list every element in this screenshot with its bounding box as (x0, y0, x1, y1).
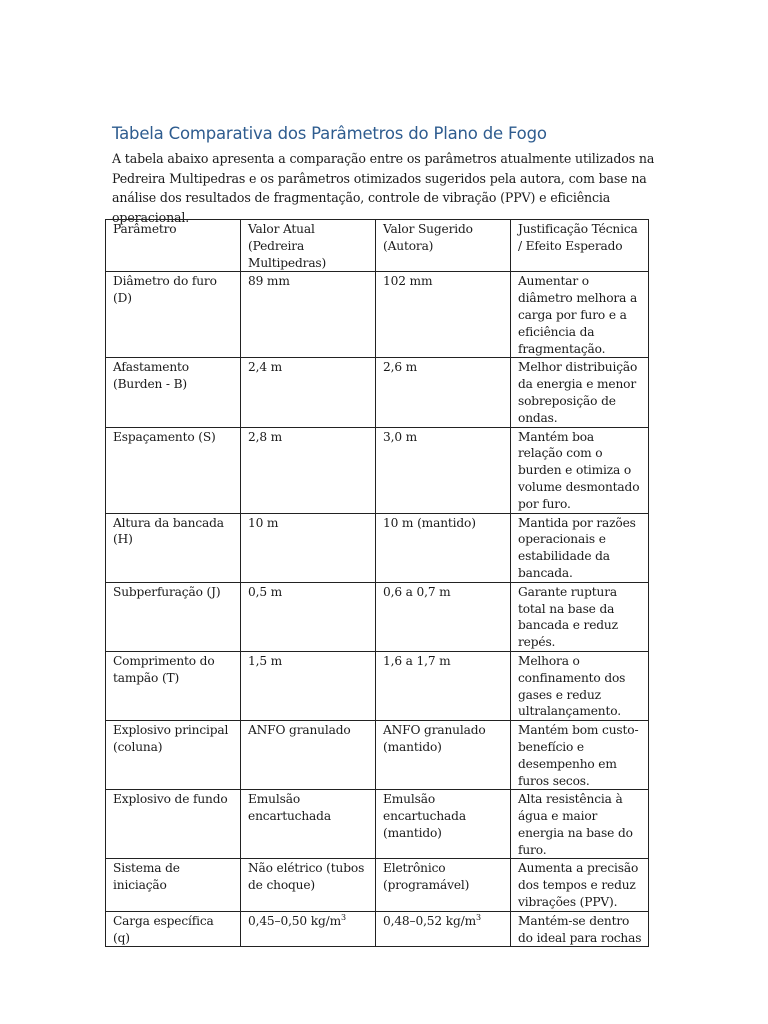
cell-parameter: Carga específica (q) (106, 911, 241, 947)
table-row (106, 582, 649, 651)
cell-suggested-value: Eletrônico (programável) (376, 859, 511, 911)
table-row (106, 790, 649, 859)
cell-suggested-value: 3,0 m (376, 427, 511, 513)
table-row (106, 272, 649, 358)
table-row (106, 651, 649, 720)
cell-current-value: 2,8 m (241, 427, 376, 513)
cell-justification: Garante ruptura total na base da bancada e reduz repés. (511, 582, 649, 651)
header-cell-parameter: Parâmetro (106, 220, 241, 272)
header-cell-justification: Justificação Técnica / Efeito Esperado (511, 220, 649, 272)
cell-current-value: Não elétrico (tubos de choque) (241, 859, 376, 911)
section-title: Tabela Comparativa dos Parâmetros do Plano de Fogo (112, 124, 547, 143)
cell-parameter: Espaçamento (S) (106, 427, 241, 513)
cell-parameter: Subperfuração (J) (106, 582, 241, 651)
cell-current-value: 89 mm (241, 272, 376, 358)
cell-justification: Aumenta a precisão dos tempos e reduz vibrações (PPV). (511, 859, 649, 911)
cell-current-value: 0,45–0,50 $kg/m^3$ (241, 911, 376, 947)
cell-justification: Melhora o confinamento dos gases e reduz ultralançamento. (511, 651, 649, 720)
table-header-row (106, 220, 649, 272)
cell-suggested-value: Emulsão encartuchada (mantido) (376, 790, 511, 859)
cell-current-value: Emulsão encartuchada (241, 790, 376, 859)
cell-current-value: 0,5 m (241, 582, 376, 651)
cell-current-value: 2,4 m (241, 358, 376, 427)
cell-current-value: ANFO granulado (241, 721, 376, 790)
header-cell-suggested-value: Valor Sugerido (Autora) (376, 220, 511, 272)
intro-paragraph: A tabela abaixo apresenta a comparação entre os parâmetros atualmente utilizados na Pedreira Multipedras e os parâmetros otimizados sugeridos pela autora, com base na análise dos resultados de fragmentação, controle de vibração (PPV) e eficiência operacional. (112, 151, 655, 225)
cell-justification: Mantida por razões operacionais e estabilidade da bancada. (511, 513, 649, 582)
cell-current-value: 10 m (241, 513, 376, 582)
cell-justification: Mantém-se dentro do ideal para rochas (511, 911, 649, 947)
table-row (106, 911, 649, 947)
table-row (106, 859, 649, 911)
header-cell-current-value: Valor Atual (Pedreira Multipedras) (241, 220, 376, 272)
cell-parameter: Comprimento do tampão (T) (106, 651, 241, 720)
cell-suggested-value: ANFO granulado (mantido) (376, 721, 511, 790)
table-row (106, 358, 649, 427)
cell-suggested-value: 0,48–0,52 $kg/m^3$ (376, 911, 511, 947)
cell-justification: Alta resistência à água e maior energia na base do furo. (511, 790, 649, 859)
cell-parameter: Explosivo de fundo (106, 790, 241, 859)
cell-suggested-value: 102 mm (376, 272, 511, 358)
cell-parameter: Explosivo principal (coluna) (106, 721, 241, 790)
cell-suggested-value: 2,6 m (376, 358, 511, 427)
table-row (106, 721, 649, 790)
table-row (106, 427, 649, 513)
cell-current-value: 1,5 m (241, 651, 376, 720)
parameters-table (105, 219, 649, 947)
cell-parameter: Afastamento (Burden - B) (106, 358, 241, 427)
cell-suggested-value: 10 m (mantido) (376, 513, 511, 582)
cell-parameter: Sistema de iniciação (106, 859, 241, 911)
cell-suggested-value: 1,6 a 1,7 m (376, 651, 511, 720)
cell-justification: Aumentar o diâmetro melhora a carga por furo e a eficiência da fragmentação. (511, 272, 649, 358)
cell-justification: Melhor distribuição da energia e menor sobreposição de ondas. (511, 358, 649, 427)
cell-suggested-value: 0,6 a 0,7 m (376, 582, 511, 651)
table-row (106, 513, 649, 582)
cell-justification: Mantém bom custo-benefício e desempenho em furos secos. (511, 721, 649, 790)
cell-justification: Mantém boa relação com o burden e otimiza o volume desmontado por furo. (511, 427, 649, 513)
cell-parameter: Altura da bancada (H) (106, 513, 241, 582)
cell-parameter: Diâmetro do furo (D) (106, 272, 241, 358)
